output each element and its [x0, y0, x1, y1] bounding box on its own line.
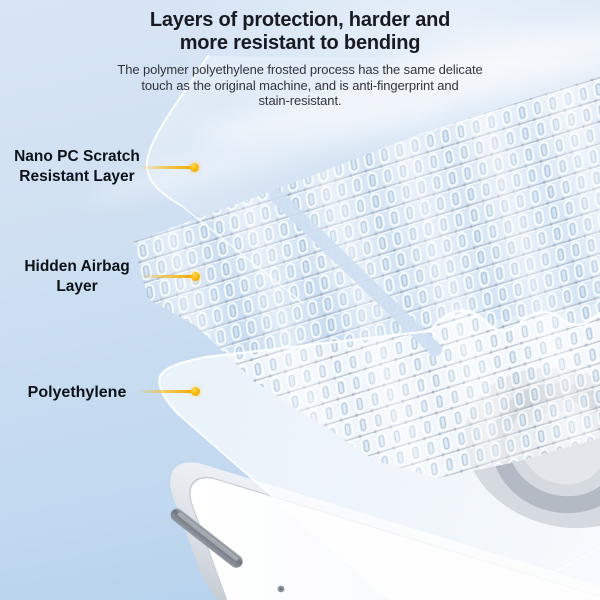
callout-polyethylene-leader-line	[137, 390, 193, 393]
callout-nano-pc-line-2: Resistant Layer	[19, 168, 135, 185]
callout-hidden-airbag-label	[6, 257, 148, 297]
title-line-1: Layers of protection, harder and	[149, 9, 451, 31]
callout-polyethylene-line-1: Polyethylene	[27, 384, 127, 401]
callout-polyethylene-label	[6, 383, 148, 403]
callout-polyethylene-dot	[191, 387, 200, 396]
page-title	[0, 9, 600, 55]
header	[0, 9, 600, 109]
subtitle-line-3: stain-resistant.	[258, 93, 342, 108]
callout-hidden-airbag-line-2: Layer	[56, 278, 98, 295]
callout-nano-pc-leader-line	[140, 166, 192, 169]
callout-hidden-airbag-dot	[191, 272, 200, 281]
callout-hidden-airbag-line-1: Hidden Airbag	[24, 258, 130, 275]
subtitle-line-1: The polymer polyethylene frosted process has the same delicate	[117, 62, 483, 77]
page-subtitle	[0, 62, 600, 109]
callout-nano-pc-dot	[190, 163, 199, 172]
callout-nano-pc-line-1: Nano PC Scratch	[14, 148, 140, 165]
screw	[278, 586, 285, 593]
subtitle-line-2: touch as the original machine, and is anti-fingerprint and	[141, 77, 459, 93]
title-line-2: more resistant to bending	[179, 32, 421, 54]
callout-nano-pc-label	[6, 147, 148, 187]
callout-hidden-airbag-leader-line	[140, 275, 193, 278]
